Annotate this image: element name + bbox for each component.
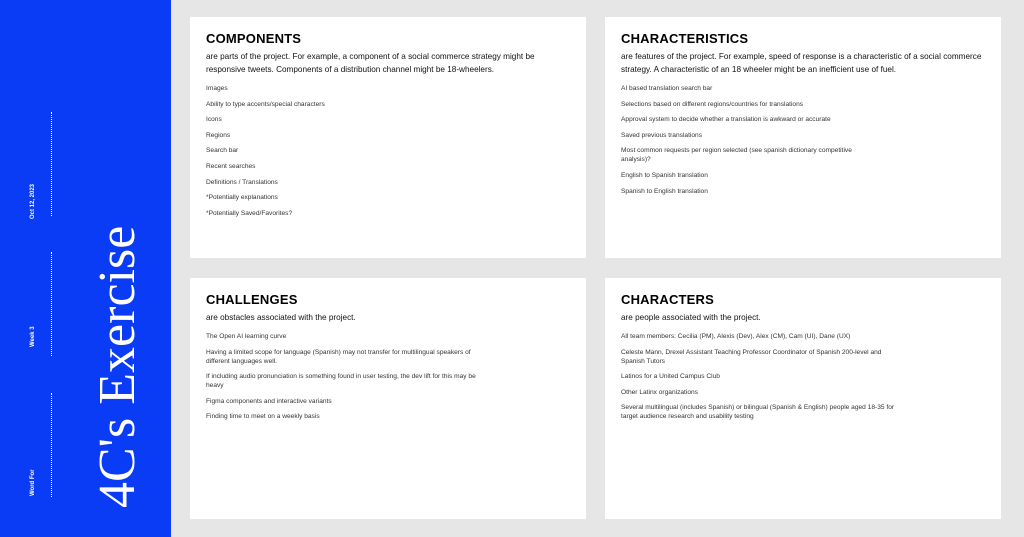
challenges-description: are obstacles associated with the project. <box>206 313 356 322</box>
list-item: Saved previous translations <box>621 131 703 139</box>
challenges-heading: CHALLENGES <box>206 292 298 307</box>
list-item: Recent searches <box>206 162 256 170</box>
challenges-list <box>206 332 570 421</box>
list-item: Latinos for a United Campus Club <box>621 373 720 381</box>
dotted-divider <box>51 112 52 216</box>
dotted-divider <box>51 393 52 497</box>
list-item: Icons <box>206 116 222 124</box>
list-item: Most common requests per region selected (see spanish dictionary competitive analysis)? <box>621 147 852 164</box>
list-item: Approval system to decide whether a translation is awkward or accurate <box>621 116 831 124</box>
list-item: Regions <box>206 131 231 139</box>
list-item: AI based translation search bar <box>621 85 713 92</box>
list-item: If including audio pronunciation is something found in user testing, the dev lift for this may be heavy <box>206 373 476 390</box>
list-item: Search bar <box>206 147 239 155</box>
characteristics-card <box>605 17 1001 258</box>
list-item: The Open AI learning curve <box>206 333 287 340</box>
characteristics-description: are features of the project. For example, speed of response is a characteristic of a social commerce strategy. A characteristic of an 18 wheeler might be an inefficient use of fuel. <box>621 52 982 74</box>
characteristics-heading: CHARACTERISTICS <box>621 31 749 46</box>
characters-heading: CHARACTERS <box>621 292 714 307</box>
sidebar <box>0 0 171 537</box>
list-item: Finding time to meet on a weekly basis <box>206 413 320 421</box>
list-item: Figma components and interactive variants <box>206 397 332 405</box>
list-item: *Potentially Saved/Favorites? <box>206 209 293 217</box>
characters-description: are people associated with the project. <box>621 313 761 322</box>
list-item: Definitions / Translations <box>206 178 278 186</box>
list-item: All team members: Cecilia (PM), Alexis (Dev), Alex (CM), Cam (UI), Dane (UX) <box>621 333 851 340</box>
components-heading: COMPONENTS <box>206 31 302 46</box>
characteristics-list <box>621 84 985 196</box>
list-item: Selections based on different regions/countries for translations <box>621 100 804 108</box>
list-item: *Potentially explanations <box>206 194 278 202</box>
list-item: Celeste Mann, Drexel Assistant Teaching Professor Coordinator of Spanish 200-level and Spanish Tutors <box>621 348 882 365</box>
challenges-card <box>190 278 586 519</box>
characters-list <box>621 332 985 421</box>
week-label: Week 3 <box>30 326 36 347</box>
list-item: Other Latinx organizations <box>621 388 698 396</box>
characters-card <box>605 278 1001 519</box>
list-item: Spanish to English translation <box>621 187 708 195</box>
list-item: Several multilingual (includes Spanish) or bilingual (Spanish & English) people aged 18-35 for target audience research and usability testing <box>621 404 895 421</box>
list-item: Images <box>206 85 228 92</box>
page-title: 4C's Exercise <box>89 225 146 508</box>
word-for-label: Word For <box>30 469 36 496</box>
date-label: Oct 12, 2023 <box>30 183 36 219</box>
list-item: Ability to type accents/special characters <box>206 100 325 108</box>
dotted-divider <box>51 252 52 356</box>
list-item: English to Spanish translation <box>621 171 708 179</box>
components-card <box>190 17 586 258</box>
components-list <box>206 84 570 218</box>
list-item: Having a limited scope for language (Spanish) may not transfer for multilingual speakers of different languages well. <box>206 348 471 365</box>
components-description: are parts of the project. For example, a component of a social commerce strategy might be responsive tweets. Components of a distribution channel might be 18-wheelers. <box>206 52 535 74</box>
